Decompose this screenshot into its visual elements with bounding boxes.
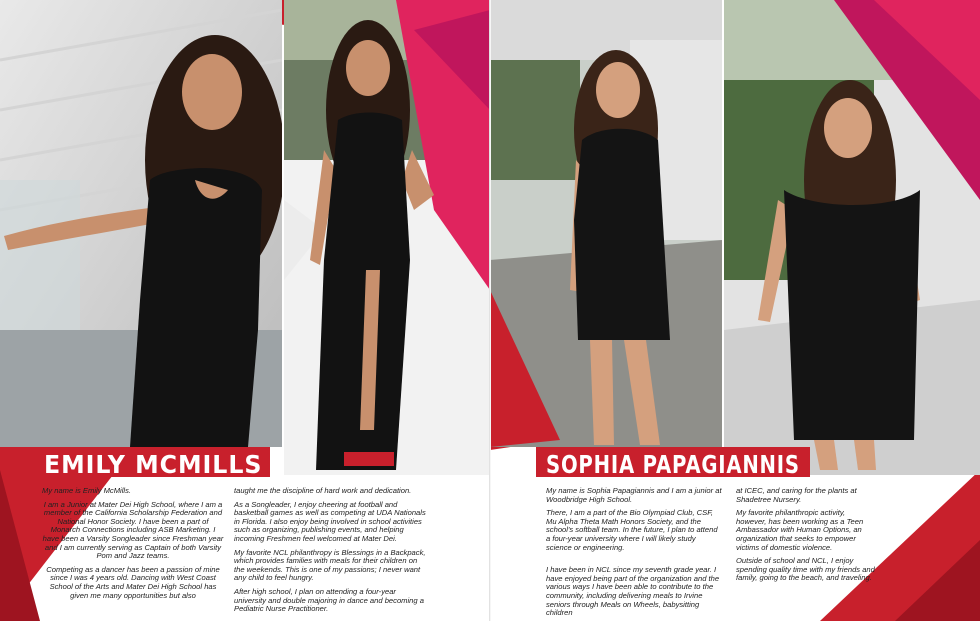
bio-paragraph: Outside of school and NCL, I enjoy spending quality time with my friends and family, going to the beach, and traveling.: [736, 556, 875, 583]
bio-paragraph: taught me the discipline of hard work and dedication.: [234, 486, 412, 495]
emily-bio-column-1: [42, 487, 224, 605]
emily-name: EMILY MCMILLS: [44, 450, 263, 479]
emily-photo-gown: [284, 0, 490, 475]
bio-paragraph: As a Songleader, I enjoy cheering at football and basketball games as well as competing at UDA Nationals in Florida. I also enjoy being involved in school activities such as organizing, publishing events, and helping incoming Freshmen feel welcomed at Mater Dei.: [234, 499, 426, 543]
sophia-bio-column-2: [736, 487, 876, 588]
bio-paragraph: at ICEC, and caring for the plants at Shadetree Nursery.: [736, 486, 857, 504]
sophia-name: SOPHIA PAPAGIANNIS: [546, 450, 800, 479]
bio-paragraph: There, I am a part of the Bio Olympiad Club, CSF, Mu Alpha Theta Math Honors Society, and the school's softball team. In the future, I plan to attend a four-year university where I will likely study science or engineering.: [546, 508, 718, 552]
bio-paragraph: After high school, I plan on attending a four-year university and double majoring in dance and becoming a Pediatric Nurse Practitioner.: [234, 586, 424, 614]
emily-name-banner: [32, 447, 270, 477]
emily-photo-building: [0, 0, 282, 447]
sophia-photo-walkway: [490, 0, 722, 447]
bio-paragraph: My name is Sophia Papagiannis and I am a junior at Woodbridge High School.: [546, 486, 722, 504]
sophia-photo-lace-dress: [724, 0, 980, 475]
bio-paragraph: My favorite philanthropic activity, however, has been working as a Teen Ambassador with Human Options, an organization that seeks to empower victims of domestic violence.: [736, 508, 864, 552]
bio-paragraph: I have been in NCL since my seventh grade year. I have enjoyed being part of the organization and the various ways I have been able to contribute to the community, including delivering meals to Irvine seniors through Meals on Wheels, babysitting children: [546, 565, 720, 618]
bio-paragraph: Competing as a dancer has been a passion of mine since I was 4 years old. Dancing with West Coast School of the Arts and Mater Dei High School has given me many opportunities but also: [46, 564, 220, 600]
emily-bio-column-2: [234, 487, 428, 619]
spread-gutter: [489, 0, 491, 621]
right-page: [490, 0, 980, 621]
bio-paragraph: My favorite NCL philanthropy is Blessings in a Backpack, which provides families with meals for their children on the weekends. This is one of my passions; I never want any child to feel hungry.: [234, 547, 426, 583]
sophia-name-banner: [536, 447, 810, 477]
bio-paragraph: I am a Junior at Mater Dei High School, where I am a member of the California Scholarship Federation and National Honor Society. I have been a part of Monarch Connections including ASB Marketing. I have been a Varsity Songleader since Freshman year and I am currently serving as Captain of both Varsity Pom and Jazz teams.: [42, 499, 224, 561]
sophia-bio-column-1: [546, 487, 722, 621]
bio-paragraph: My name is Emily McMills.: [42, 486, 132, 495]
